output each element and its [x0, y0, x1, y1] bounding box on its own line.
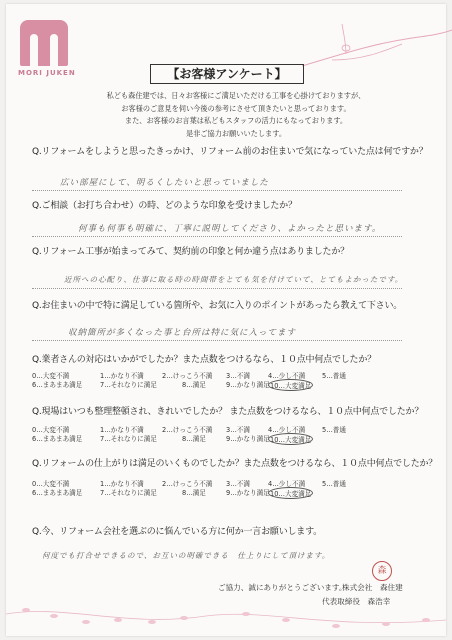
scale-option: 6…まあまあ満足	[32, 435, 83, 443]
scale-option: 6…まあまあ満足	[32, 489, 83, 497]
company-name: 株式会社 森住建	[342, 583, 403, 592]
answer-1: 広い部屋にして、明るくしたいと思っていました	[60, 178, 269, 188]
scale-option: 2…けっこう不満	[162, 372, 213, 380]
scale-option: 0…大変不満	[32, 372, 70, 380]
scale-option: 9…かなり満足	[226, 435, 270, 443]
representative: 代表取締役 森浩幸	[322, 597, 391, 606]
intro-text	[66, 90, 406, 140]
scale-option: 7…それなりに満足	[100, 435, 157, 443]
scale-option: 4…少し不満	[268, 372, 306, 380]
question-4: Q.お住まいの中で特に満足している箇所や、お気に入りのポイントがあったら教えて下さい。	[32, 301, 403, 311]
scale-option: 3…不満	[226, 426, 250, 434]
scale-option: 3…不満	[226, 372, 250, 380]
intro-line: 是非ご協力お願いいたします。	[185, 128, 287, 138]
question-7: Q.リフォームの仕上がりは満足のいくものでしたか？また点数をつけるなら、１０点中何点でしたか？	[32, 459, 438, 469]
question-1: Q.リフォームをしようと思ったきっかけ、リフォーム前のお住まいで気になっていた点は何ですか？	[32, 147, 428, 157]
scale-option: 8…満足	[182, 381, 206, 389]
answer-2: 何事も何事も明確に、丁寧に説明してくださり、よかったと思います。	[78, 224, 382, 234]
scale-option: 2…けっこう不満	[162, 426, 213, 434]
scale-option: 5…普通	[322, 426, 346, 434]
scale-option-selected: 10…大変満足	[268, 433, 313, 445]
thanks-text: ご協力、誠にありがとうございます。	[218, 583, 347, 592]
scale-option: 4…少し不満	[268, 480, 306, 488]
question-8: Q.今、リフォーム会社を選ぶのに悩んでいる方に何か一言お願いします。	[32, 527, 322, 537]
logo-text: MORI JUKEN	[18, 69, 76, 77]
answer-line	[32, 288, 402, 289]
scale-option: 1…かなり不満	[100, 480, 144, 488]
scale-option: 9…かなり満足	[226, 489, 270, 497]
answer-4: 収納箇所が多くなった事と台所は特に気に入ってます	[68, 328, 297, 338]
scale-option-selected: 10…大変満足	[268, 487, 313, 499]
answer-line	[32, 340, 402, 341]
scale-option: 7…それなりに満足	[100, 489, 157, 497]
question-3: Q.リフォーム工事が始まってみて、契約前の印象と何か違う点はありましたか？	[32, 247, 349, 257]
scale-option: 8…満足	[182, 489, 206, 497]
scale-option: 2…けっこう不満	[162, 480, 213, 488]
scale-option: 8…満足	[182, 435, 206, 443]
scale-option: 0…大変不満	[32, 426, 70, 434]
scale-option: 5…普通	[322, 372, 346, 380]
question-2: Q.ご相談（お打ち合わせ）の時、どのような印象を受けましたか？	[32, 201, 297, 211]
company-logo	[16, 18, 76, 82]
intro-line: お客様のご意見を伺い今後の参考にさせて頂きたいと思っております。	[121, 103, 351, 113]
seal-stamp: 森	[372, 561, 392, 581]
answer-line	[32, 190, 402, 191]
scale-option: 4…少し不満	[268, 426, 306, 434]
answer-8: 何度でも打合せできるので、お互いの明確できる 仕上りにして頂けます。	[42, 551, 331, 560]
question-5: Q.業者さんの対応はいかがでしたか？また点数をつけるなら、１０点中何点でしたか？	[32, 355, 376, 365]
survey-sheet	[6, 4, 446, 636]
scale-option: 1…かなり不満	[100, 426, 144, 434]
scale-option-selected: 10…大変満足	[268, 379, 313, 391]
ribbon-decoration	[302, 14, 452, 74]
scale-option: 1…かなり不満	[100, 372, 144, 380]
scale-option: 9…かなり満足	[226, 381, 270, 389]
answer-line	[32, 236, 402, 237]
intro-line: また、お客様のお言葉は私どもスタッフの活力にもなっております。	[124, 116, 348, 125]
scale-option: 6…まあまあ満足	[32, 381, 83, 389]
logo-m-icon	[20, 20, 68, 66]
scale-option: 5…普通	[322, 480, 346, 488]
scale-option: 7…それなりに満足	[100, 381, 157, 389]
answer-3: 近所への心配り、仕事に取る時の時間帯をとても気を付けていて、とてもよかったです。	[64, 275, 404, 284]
scale-option: 3…不満	[226, 480, 250, 488]
intro-line: 私ども森住建では、日々お客様にご満足いただける工事を心掛けておりますが、	[106, 91, 366, 100]
page-title: 【お客様アンケート】	[150, 64, 304, 84]
scale-option: 0…大変不満	[32, 480, 70, 488]
question-6: Q.現場はいつも整理整頓され、きれいでしたか？ また点数をつけるなら、１０点中何点でしたか？	[32, 407, 424, 417]
